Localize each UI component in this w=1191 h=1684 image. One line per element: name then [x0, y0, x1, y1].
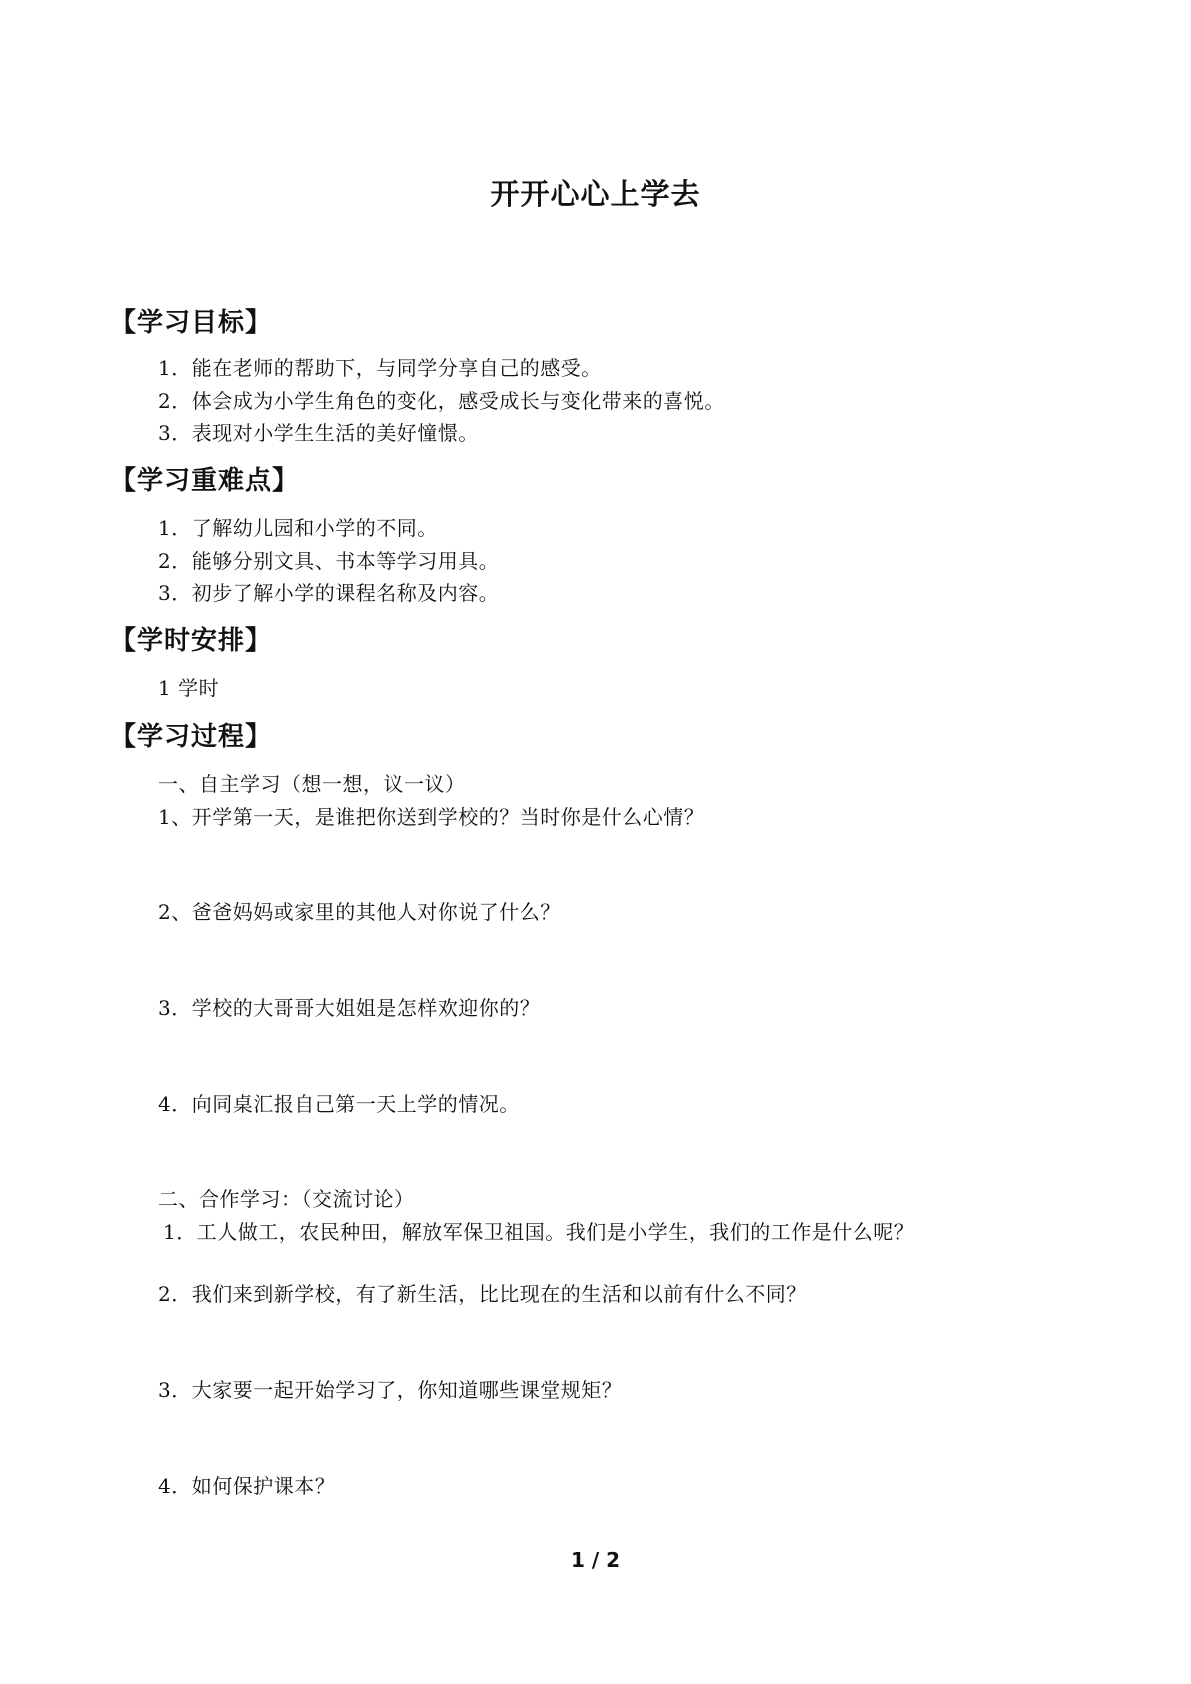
page-title: 开开心心上学去 [490, 177, 701, 211]
process-part1-item-3: 3．学校的大哥哥大姐姐是怎样欢迎你的？ [158, 996, 541, 1020]
process-part2-item-2: 2．我们来到新学校，有了新生活，比比现在的生活和以前有什么不同？ [158, 1282, 807, 1306]
process-part1-title: 一、自主学习（想一想，议一议） [158, 772, 466, 796]
schedule-text: 1 学时 [158, 676, 220, 700]
goal-item-1: 1．能在老师的帮助下，与同学分享自己的感受。 [158, 356, 602, 380]
process-part2-item-1: 1．工人做工，农民种田，解放军保卫祖国。我们是小学生，我们的工作是什么呢？ [163, 1220, 915, 1244]
process-part1-item-1: 1、开学第一天，是谁把你送到学校的？当时你是什么心情？ [158, 805, 705, 829]
key-point-item-3: 3．初步了解小学的课程名称及内容。 [158, 581, 500, 605]
heading-key-points: 【学习重难点】 [110, 466, 300, 496]
heading-learning-goals: 【学习目标】 [110, 308, 273, 338]
heading-schedule: 【学时安排】 [110, 626, 273, 656]
goal-item-2: 2．体会成为小学生角色的变化，感受成长与变化带来的喜悦。 [158, 389, 725, 413]
process-part1-item-2: 2、爸爸妈妈或家里的其他人对你说了什么？ [158, 900, 561, 924]
page-number: 1 / 2 [570, 1548, 621, 1572]
process-part2-item-3: 3．大家要一起开始学习了，你知道哪些课堂规矩？ [158, 1378, 623, 1402]
process-part2-item-4: 4．如何保护课本？ [158, 1474, 336, 1498]
process-part2-title: 二、合作学习：（交流讨论） [158, 1187, 415, 1211]
goal-item-3: 3．表现对小学生生活的美好憧憬。 [158, 421, 479, 445]
process-part1-item-4: 4．向同桌汇报自己第一天上学的情况。 [158, 1092, 520, 1116]
key-point-item-1: 1．了解幼儿园和小学的不同。 [158, 516, 438, 540]
key-point-item-2: 2．能够分别文具、书本等学习用具。 [158, 549, 500, 573]
heading-process: 【学习过程】 [110, 722, 273, 752]
